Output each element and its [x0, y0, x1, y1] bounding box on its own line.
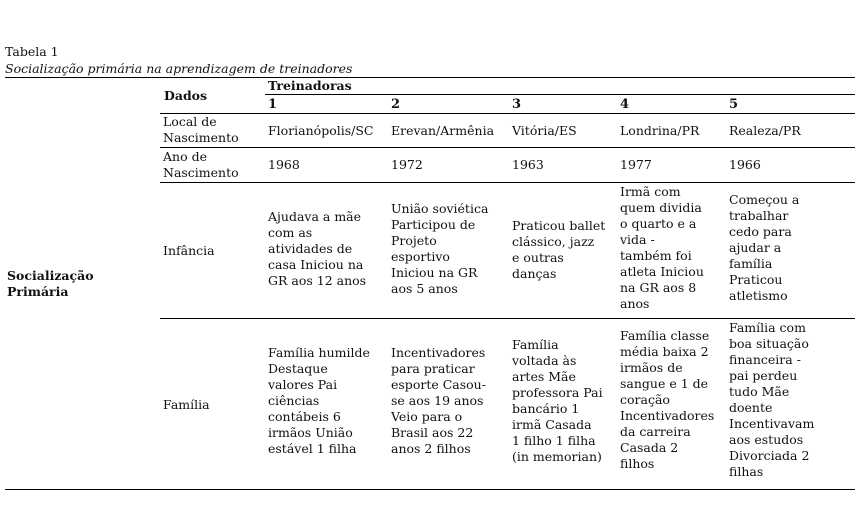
table-title: Socialização primária na aprendizagem de treinadores	[5, 61, 353, 76]
table-cell: 1966	[729, 157, 761, 172]
rule-group	[265, 94, 855, 95]
header-col-4: 4	[620, 97, 630, 112]
table-cell: Praticou ballet clássico, jazz e outras danças	[512, 218, 606, 281]
table-cell: Florianópolis/SC	[268, 123, 374, 138]
table-cell: 1972	[391, 157, 423, 172]
table-cell: 1977	[620, 157, 652, 172]
table-cell: Londrina/PR	[620, 123, 700, 138]
table-cell: Irmã com quem dividia o quarto e a vida - também foi atleta Iniciou na GR aos 8 anos	[620, 184, 704, 311]
table-cell: Família voltada às artes Mãe professora Pai bancário 1 irmã Casada 1 filho 1 filha (in memorian)	[512, 337, 603, 464]
row-label-infancia: Infância	[163, 243, 215, 258]
table-cell: Realeza/PR	[729, 123, 801, 138]
rule-header	[160, 113, 855, 114]
table-cell: Família classe média baixa 2 irmãos de sangue e 1 de coração Incentivadores da carreira Casada 2 filhos	[620, 328, 715, 471]
rule-row-3	[160, 318, 855, 319]
table-label: Tabela 1	[5, 44, 59, 59]
table-cell: Vitória/ES	[512, 123, 577, 138]
table-cell: 1968	[268, 157, 300, 172]
table-cell: Família com boa situação financeira - pai perdeu tudo Mãe doente Incentivavam aos estudos Divorciada 2 filhas	[729, 320, 815, 479]
row-label-familia: Família	[163, 397, 210, 412]
header-dados: Dados	[164, 88, 208, 103]
rule-row-2	[160, 182, 855, 183]
header-col-1: 1	[268, 97, 278, 112]
table-cell: Ajudava a mãe com as atividades de casa Iniciou na GR aos 12 anos	[268, 209, 367, 288]
rule-row-1	[160, 147, 855, 148]
row-label-ano: Ano de Nascimento	[163, 149, 239, 180]
table-cell: União soviética Participou de Projeto esportivo Iniciou na GR aos 5 anos	[391, 201, 489, 296]
table-cell: Incentivadores para praticar esporte Casou- se aos 19 anos Veio para o Brasil aos 22 anos 2 filhos	[391, 345, 486, 456]
table-cell: Erevan/Armênia	[391, 123, 495, 138]
section-label: Socialização Primária	[7, 268, 94, 299]
header-col-5: 5	[729, 97, 739, 112]
header-col-3: 3	[512, 97, 522, 112]
row-label-local: Local de Nascimento	[163, 114, 239, 145]
header-col-2: 2	[391, 97, 401, 112]
table-cell: Começou a trabalhar cedo para ajudar a família Praticou atletismo	[729, 192, 800, 303]
rule-top	[5, 77, 855, 78]
table-cell: 1963	[512, 157, 544, 172]
table-cell: Família humilde Destaque valores Pai ciências contábeis 6 irmãos União estável 1 filha	[268, 345, 370, 456]
rule-bottom	[5, 489, 855, 490]
header-treinadoras: Treinadoras	[268, 78, 352, 93]
